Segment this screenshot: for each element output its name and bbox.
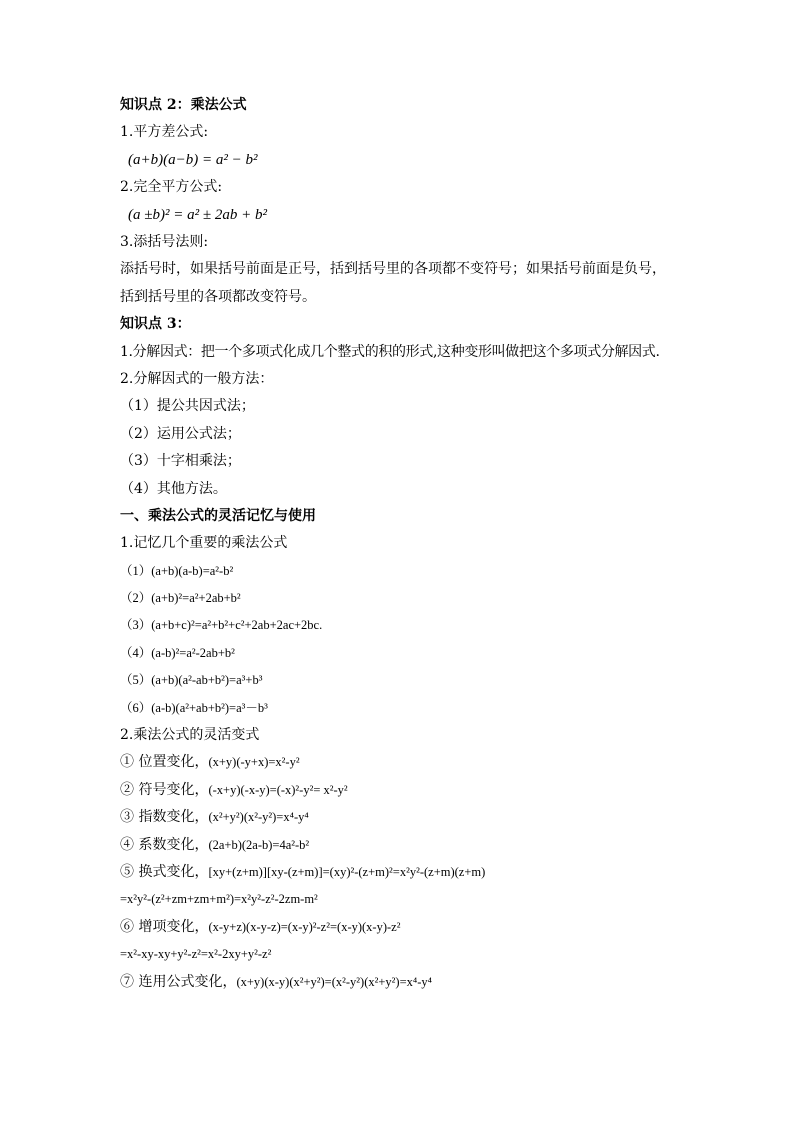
variant-row xyxy=(120,969,680,996)
method-item: （4）其他方法。 xyxy=(120,480,227,497)
formula-perfect-square: (a ±b)² = a² ± 2ab + b² xyxy=(128,206,267,223)
item-bracket-rule: 3.添括号法则: xyxy=(120,233,209,250)
factorization-definition: 1.分解因式：把一个多项式化成几个整式的积的形式,这种变形叫做把这个多项式分解因式. xyxy=(120,343,660,360)
formula-item: （1）(a+b)(a-b)=a²-b² xyxy=(120,563,234,578)
variant-row xyxy=(120,941,680,968)
variant-expression: (2a+b)(2a-b)=4a²-b² xyxy=(208,837,310,852)
variant-expression: (x²+y²)(x²-y²)=x⁴-y⁴ xyxy=(208,810,309,825)
item-perfect-square: 2.完全平方公式: xyxy=(120,179,223,196)
variant-label: ④ 系数变化， xyxy=(120,836,209,853)
variant-label: ② 符号变化， xyxy=(120,781,209,798)
formula-item: （2）(a+b)²=a²+2ab+b² xyxy=(120,591,241,606)
variant-label: ③ 指数变化， xyxy=(120,809,209,826)
part-one-title: 一、乘法公式的灵活记忆与使用 xyxy=(120,507,316,524)
formula-difference-of-squares: (a+b)(a−b) = a² − b² xyxy=(128,151,258,168)
variant-row xyxy=(120,777,680,804)
variant-expression: (x+y)(x-y)(x²+y²)=(x²-y²)(x²+y²)=x⁴-y⁴ xyxy=(236,974,433,989)
variant-label: ⑥ 增项变化， xyxy=(120,918,209,935)
variant-row xyxy=(120,886,680,913)
variant-row xyxy=(120,749,680,776)
flexible-variants-heading: 2.乘法公式的灵活变式 xyxy=(120,727,260,744)
item-difference-of-squares: 1.平方差公式: xyxy=(120,124,209,141)
formula-item: （4）(a-b)²=a²-2ab+b² xyxy=(120,645,235,660)
variant-row xyxy=(120,914,680,941)
variant-row xyxy=(120,832,680,859)
variant-label: ⑦ 连用公式变化， xyxy=(120,973,237,990)
variant-label: ⑤ 换式变化， xyxy=(120,863,209,880)
factorization-methods-heading: 2.分解因式的一般方法： xyxy=(120,370,274,387)
variant-expression: =x²y²-(z²+zm+zm+m²)=x²y²-z²-2zm-m² xyxy=(120,892,318,907)
variant-expression: [xy+(z+m)][xy-(z+m)]=(xy)²-(z+m)²=x²y²-(z+m)(z+m) xyxy=(208,864,486,879)
variant-expression: =x²-xy-xy+y²-z²=x²-2xy+y²-z² xyxy=(120,947,272,962)
method-item: （3）十字相乘法； xyxy=(120,453,241,470)
variant-expression: (x-y+z)(x-y-z)=(x-y)²-z²=(x-y)(x-y)-z² xyxy=(208,919,401,934)
formula-item: （5）(a+b)(a²-ab+b²)=a³+b³ xyxy=(120,673,263,688)
section-title-knowledge-3: 知识点 3： xyxy=(120,316,191,333)
document-page xyxy=(120,92,680,996)
memorize-formulas-heading: 1.记忆几个重要的乘法公式 xyxy=(120,535,288,552)
variant-row xyxy=(120,859,680,886)
section-title-knowledge-2: 知识点 2：乘法公式 xyxy=(120,97,247,113)
variant-expression: (x+y)(-y+x)=x²-y² xyxy=(208,755,300,770)
method-item: （1）提公共因式法； xyxy=(120,398,255,415)
method-item: （2）运用公式法； xyxy=(120,425,241,442)
variant-label: ① 位置变化， xyxy=(120,754,209,771)
bracket-rule-text: 添括号时，如果括号前面是正号，括到括号里的各项都不变符号；如果括号前面是负号，括到括号里的各项都改变符号。 xyxy=(120,261,666,305)
variant-row xyxy=(120,804,680,831)
formula-item: （3）(a+b+c)²=a²+b²+c²+2ab+2ac+2bc. xyxy=(120,618,323,633)
formula-item: （6）(a-b)(a²+ab+b²)=a³－b³ xyxy=(120,700,268,715)
variant-expression: (-x+y)(-x-y)=(-x)²-y²= x²-y² xyxy=(208,782,348,797)
